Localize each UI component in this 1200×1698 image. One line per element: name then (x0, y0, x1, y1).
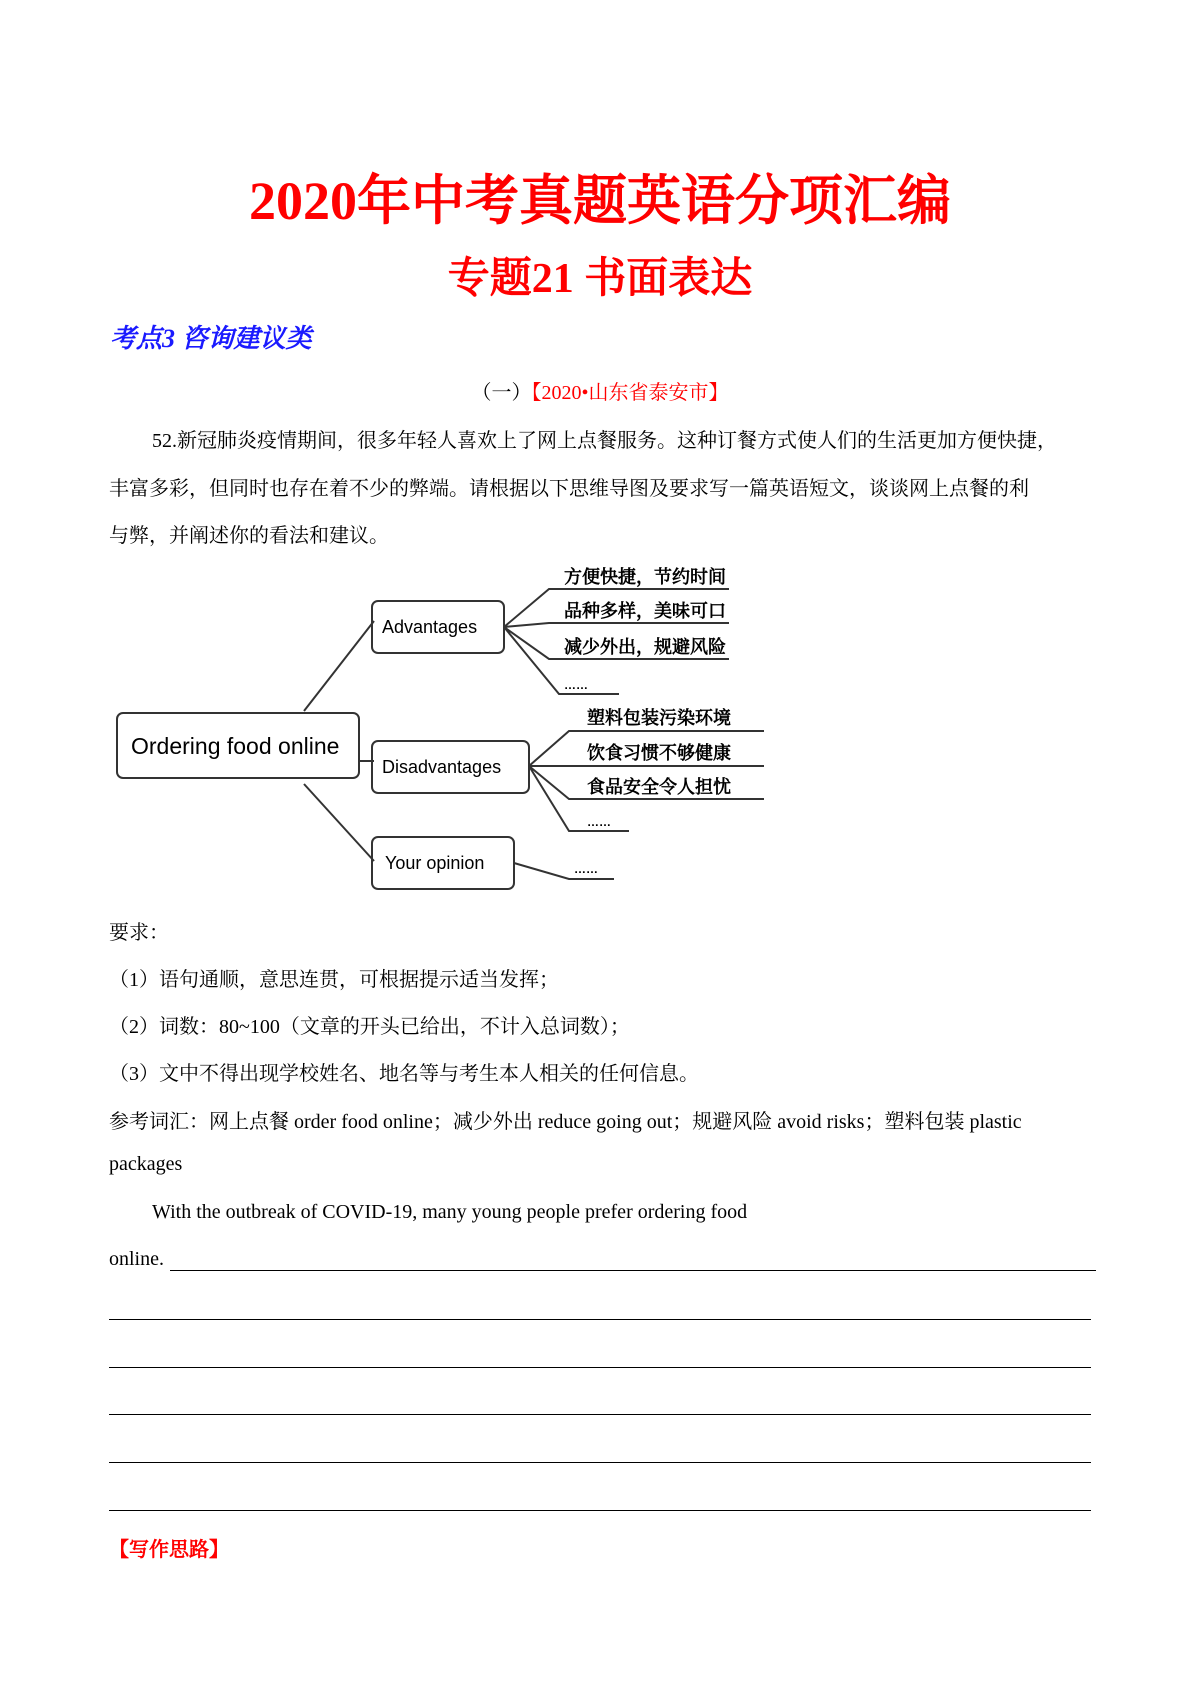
opinion-item: …… (574, 862, 598, 876)
mindmap-disadvantages: Disadvantages (382, 757, 502, 777)
answer-line[interactable] (109, 1461, 1091, 1463)
prompt-line: 52.新冠肺炎疫情期间，很多年轻人喜欢上了网上点餐服务。这种订餐方式使人们的生活更加方便快捷， (152, 430, 1057, 452)
vocab-line: 参考词汇：网上点餐 order food online；减少外出 reduce going out；规避风险 avoid risks；塑料包装 plastic (109, 1111, 1022, 1133)
requirement-item: （1）语句通顺，意思连贯，可根据提示适当发挥； (109, 969, 559, 991)
answer-opening: With the outbreak of COVID-19, many young people prefer ordering food (152, 1201, 748, 1223)
section-heading: 考点3 咨询建议类 (110, 324, 312, 353)
disadvantage-item: 食品安全令人担忧 (587, 777, 731, 797)
mindmap-advantages: Advantages (382, 617, 478, 637)
document-subtitle: 专题21 书面表达 (447, 256, 753, 302)
source-label: 【2020•山东省泰安市】 (531, 382, 729, 404)
disadvantage-item: 塑料包装污染环境 (587, 708, 731, 728)
answer-line[interactable] (109, 1366, 1091, 1368)
document-title: 2020年中考真题英语分项汇编 (249, 171, 951, 231)
requirement-item: （3）文中不得出现学校姓名、地名等与考生本人相关的任何信息。 (109, 1063, 699, 1085)
requirements-heading: 要求： (109, 922, 169, 944)
answer-line[interactable] (109, 1509, 1091, 1511)
question-source (0, 376, 1200, 405)
advantage-item: 减少外出，规避风险 (564, 637, 726, 657)
prompt-line: 丰富多彩，但同时也存在着不少的弊端。请根据以下思维导图及要求写一篇英语短文，谈谈网上点餐的利 (109, 478, 1029, 500)
prompt-line: 与弊，并阐述你的看法和建议。 (109, 525, 389, 547)
disadvantage-item: 饮食习惯不够健康 (587, 743, 731, 763)
advantage-item: 品种多样，美味可口 (564, 601, 726, 621)
vocab-line: packages (109, 1153, 183, 1175)
mind-map (109, 561, 769, 901)
answer-line[interactable] (109, 1318, 1091, 1320)
answer-line[interactable] (109, 1413, 1091, 1415)
answer-opening-cont: online. (109, 1248, 164, 1270)
advantage-item: 方便快捷，节约时间 (564, 567, 726, 587)
question-number: （一） (471, 382, 532, 404)
mindmap-root: Ordering food online (131, 733, 340, 759)
writing-ideas-label: 【写作思路】 (109, 1539, 229, 1561)
answer-line[interactable] (170, 1270, 1096, 1271)
disadvantage-item: …… (587, 815, 611, 829)
requirement-item: （2）词数：80~100（文章的开头已给出，不计入总词数）； (109, 1016, 630, 1038)
mindmap-opinion: Your opinion (385, 853, 485, 873)
advantage-item: …… (564, 678, 588, 692)
